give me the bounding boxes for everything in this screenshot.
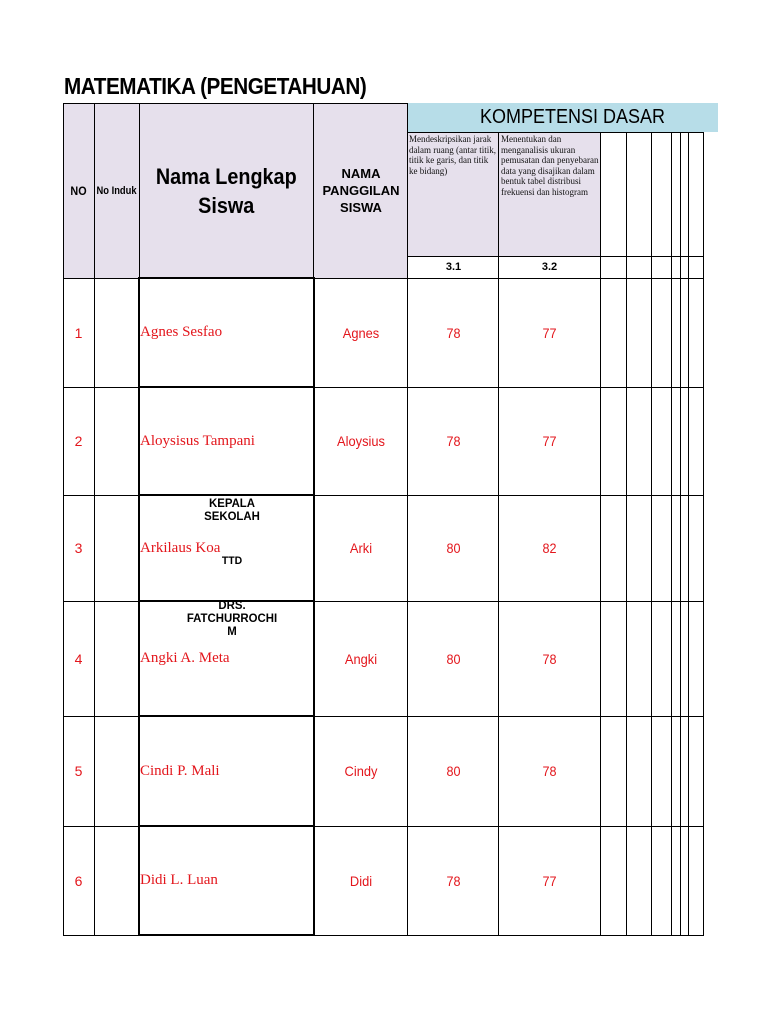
row-number: 6 xyxy=(74,872,83,889)
grid-vline xyxy=(680,132,681,936)
score-3-1: 78 xyxy=(446,872,461,889)
grid-vline xyxy=(94,103,95,936)
grid-hline xyxy=(63,278,704,279)
kd-3-2-description: Menentukan dan menganalisis ukuran pemusatan dan penyebaran data yang disajikan dalam bentuk tabel distribusi frekuensi dan histogram xyxy=(501,134,599,197)
header-kompetensi-dasar: KOMPETENSI DASAR xyxy=(480,106,666,128)
header-nama-lengkap xyxy=(139,103,314,278)
score-3-1: 78 xyxy=(446,324,461,341)
kepala-line2: SEKOLAH xyxy=(204,509,260,523)
principal-line2: FATCHURROCHI xyxy=(186,611,278,625)
student-nickname: Arki xyxy=(349,540,373,556)
score-3-2: 77 xyxy=(542,324,557,341)
grid-hline xyxy=(63,601,704,602)
score-3-2: 77 xyxy=(542,433,557,449)
header-nama-panggilan-line2: PANGGILAN xyxy=(322,183,400,198)
score-3-1: 80 xyxy=(446,540,461,556)
grid-hline xyxy=(63,716,704,717)
header-no: NO xyxy=(70,183,87,198)
page-title: MATEMATIKA (PENGETAHUAN) xyxy=(64,73,367,99)
student-full-name: Aloysisus Tampani xyxy=(140,432,255,449)
grid-vline xyxy=(703,132,704,936)
name-cell-border xyxy=(138,825,315,936)
ttd-label: TTD xyxy=(221,555,243,567)
name-cell-border xyxy=(138,386,315,496)
grid-vline xyxy=(688,132,689,936)
kepala-sekolah-label xyxy=(185,497,280,523)
score-3-2: 78 xyxy=(542,763,557,779)
kepala-line1: KEPALA xyxy=(208,496,256,510)
name-cell-border xyxy=(138,277,315,388)
grid-hline xyxy=(63,495,704,496)
grid-vline xyxy=(626,132,627,936)
score-3-1: 80 xyxy=(446,650,461,667)
grid-vline xyxy=(139,103,140,278)
score-3-1: 78 xyxy=(446,433,461,449)
grid-vline xyxy=(313,103,314,278)
student-nickname: Angki xyxy=(344,650,378,667)
grid-vline xyxy=(651,132,652,936)
student-nickname: Cindy xyxy=(344,763,378,779)
grid-hline xyxy=(63,826,704,827)
grid-hline xyxy=(63,387,704,388)
grid-hline xyxy=(63,935,704,936)
student-full-name: Didi L. Luan xyxy=(140,872,218,888)
name-cell-border xyxy=(138,715,315,827)
header-nama-lengkap-line1: Nama Lengkap xyxy=(156,163,297,189)
grid-vline xyxy=(63,103,64,936)
header-nama-lengkap-line2: Siswa xyxy=(198,192,255,218)
grid-hline xyxy=(408,256,704,257)
header-no-induk-label: No Induk xyxy=(96,184,137,197)
row-number: 3 xyxy=(74,540,83,556)
student-nickname: Didi xyxy=(349,872,373,889)
student-nickname: Aloysius xyxy=(337,433,385,449)
student-full-name: Arkilaus Koa xyxy=(140,539,221,556)
grid-vline xyxy=(600,132,601,936)
grid-hline xyxy=(408,132,704,133)
header-nama-panggilan-line1: NAMA xyxy=(341,166,381,181)
grid-vline xyxy=(407,103,408,936)
header-no-induk xyxy=(94,103,139,278)
score-3-2: 78 xyxy=(542,650,557,667)
grid-vline xyxy=(498,132,499,936)
grid-vline xyxy=(671,132,672,936)
principal-line1: DRS. xyxy=(218,598,246,612)
header-nama-panggilan-line3: SISWA xyxy=(340,200,382,215)
student-nickname: Agnes xyxy=(342,324,380,341)
student-full-name: Angki A. Meta xyxy=(140,650,230,666)
kd-3-1-description: Mendeskripsikan jarak dalam ruang (antar titik, titik ke garis, dan titik ke bidang) xyxy=(409,134,496,176)
principal-name xyxy=(175,599,289,638)
grid-hline xyxy=(63,103,408,104)
score-3-2: 82 xyxy=(542,540,557,556)
row-number: 2 xyxy=(74,433,83,449)
row-number: 1 xyxy=(74,324,83,341)
student-full-name: Agnes Sesfao xyxy=(140,324,223,340)
score-3-1: 80 xyxy=(446,763,461,779)
principal-line3: M xyxy=(227,624,237,638)
header-nama-panggilan xyxy=(314,103,408,278)
kd-3-1-code: 3.1 xyxy=(445,261,462,273)
row-number: 4 xyxy=(74,650,83,667)
student-full-name: Cindi P. Mali xyxy=(140,762,220,779)
row-number: 5 xyxy=(74,763,83,779)
score-3-2: 77 xyxy=(542,872,557,889)
kd-3-2-code: 3.2 xyxy=(541,261,558,273)
